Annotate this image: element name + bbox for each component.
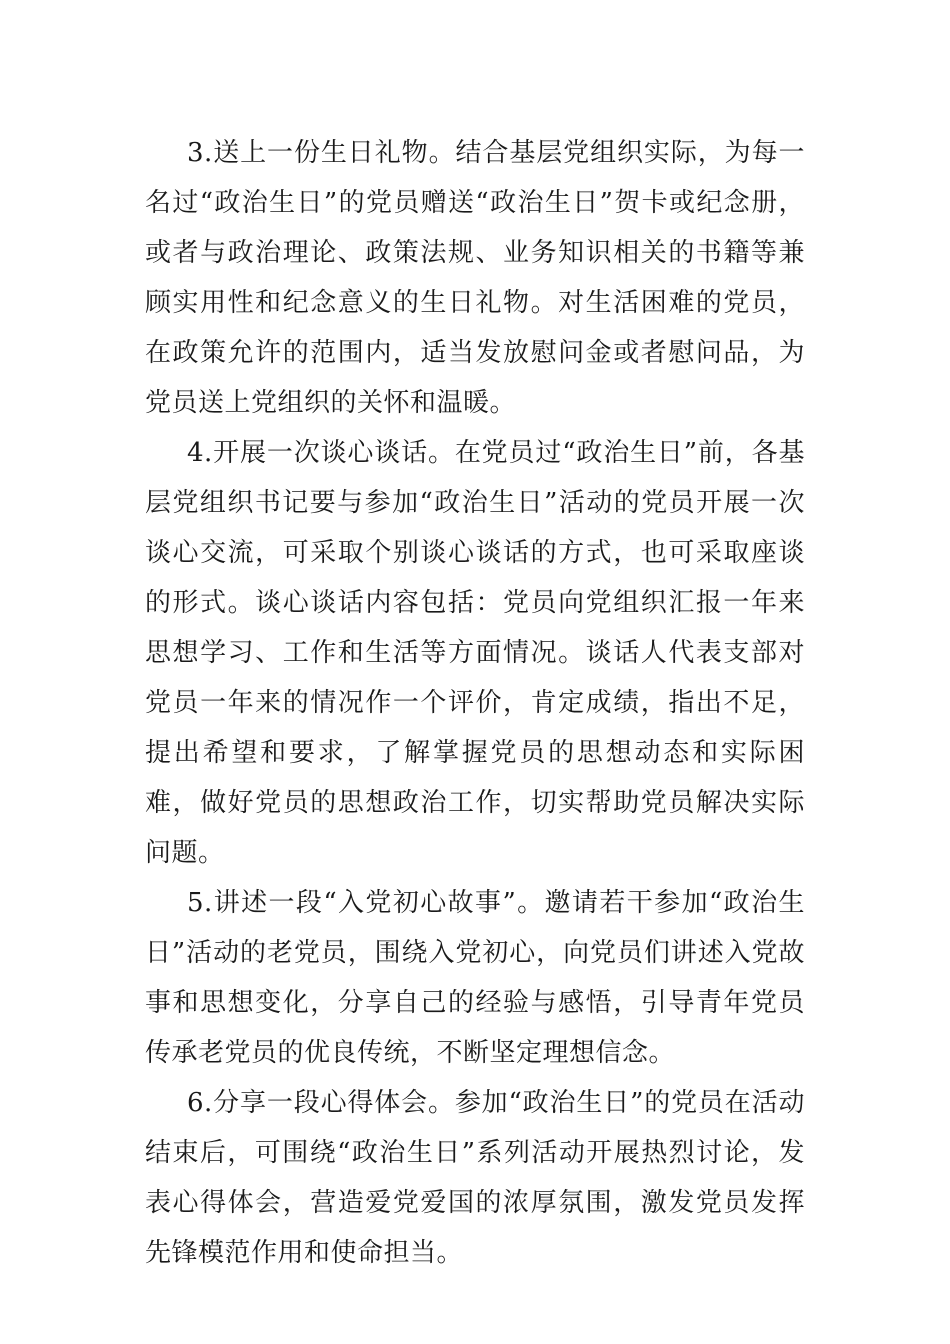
paragraph-original-aspiration-story: 5.讲述一段“入党初心故事”。邀请若干参加“政治生日”活动的老党员，围绕入党初心，向党员们讲述入党故事和思想变化，分享自己的经验与感悟，引导青年党员传承老党员的优良传统，不断坚定理想信念。 — [145, 888, 805, 1068]
paragraph-heart-talk: 4.开展一次谈心谈话。在党员过“政治生日”前，各基层党组织书记要与参加“政治生日”活动的党员开展一次谈心交流，可采取个别谈心谈话的方式，也可采取座谈的形式。谈心谈话内容包括：党员向党组织汇报一年来思想学习、工作和生活等方面情况。谈话人代表支部对党员一年来的情况作一个评价，肯定成绩，指出不足，提出希望和要求，了解掌握党员的思想动态和实际困难，做好党员的思想政治工作，切实帮助党员解决实际问题。 — [145, 438, 805, 868]
paragraph-share-experience: 6.分享一段心得体会。参加“政治生日”的党员在活动结束后，可围绕“政治生日”系列活动开展热烈讨论，发表心得体会，营造爱党爱国的浓厚氛围，激发党员发挥先锋模范作用和使命担当。 — [145, 1088, 805, 1268]
paragraph-gift: 3.送上一份生日礼物。结合基层党组织实际，为每一名过“政治生日”的党员赠送“政治生日”贺卡或纪念册，或者与政治理论、政策法规、业务知识相关的书籍等兼顾实用性和纪念意义的生日礼物。对生活困难的党员，在政策允许的范围内，适当发放慰问金或者慰问品，为党员送上党组织的关怀和温暖。 — [145, 138, 805, 418]
document-body — [145, 128, 805, 1278]
